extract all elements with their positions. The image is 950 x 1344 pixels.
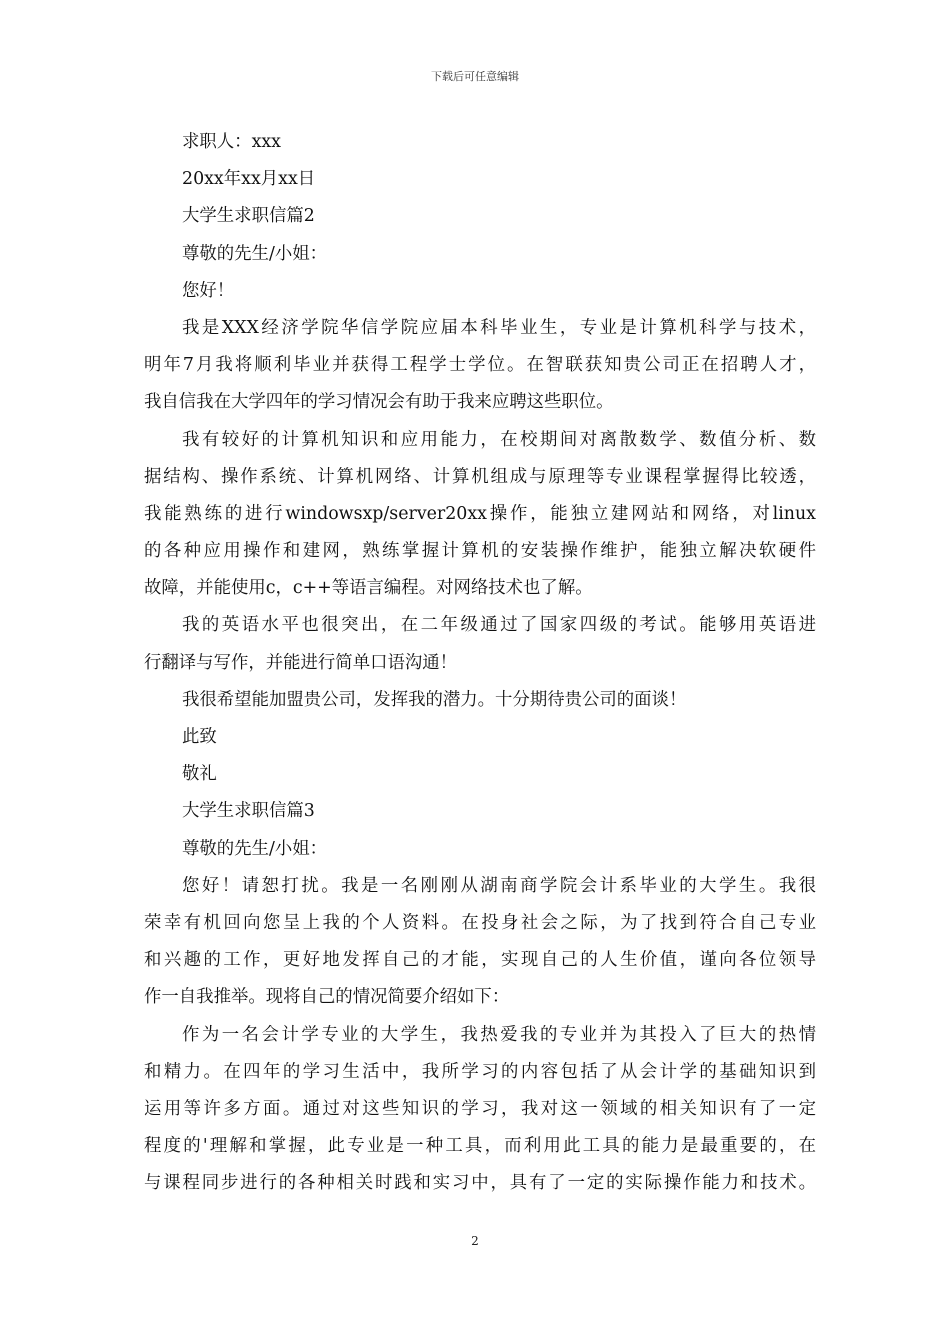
text-line: 据结构、操作系统、计算机网络、计算机组成与原理等专业课程掌握得比较透， xyxy=(144,466,816,487)
text-line: 故障，并能使用c，c++等语言编程。对网络技术也了解。 xyxy=(144,578,593,599)
text-line: 大学生求职信篇2 xyxy=(182,206,315,227)
text-line: 我很希望能加盟贵公司，发挥我的潜力。十分期待贵公司的面谈！ xyxy=(182,689,687,710)
page-number: 2 xyxy=(471,1234,479,1248)
text-line: 和精力。在四年的学习生活中，我所学习的内容包括了从会计学的基础知识到 xyxy=(144,1061,816,1082)
text-line: 程度的'理解和掌握，此专业是一种工具，而利用此工具的能力是最重要的，在 xyxy=(144,1136,816,1157)
page-header: 下载后可任意编辑 xyxy=(431,70,519,83)
text-line: 求职人：xxx xyxy=(182,132,281,152)
text-line: 作为一名会计学专业的大学生，我热爱我的专业并为其投入了巨大的热情 xyxy=(182,1024,816,1045)
text-line: 运用等许多方面。通过对这些知识的学习，我对这一领域的相关知识有了一定 xyxy=(144,1098,816,1119)
text-line: 您好！请恕打扰。我是一名刚刚从湖南商学院会计系毕业的大学生。我很 xyxy=(182,875,816,896)
text-line: 敬礼 xyxy=(182,764,217,785)
text-line: 荣幸有机回向您呈上我的个人资料。在投身社会之际，为了找到符合自己专业 xyxy=(144,912,816,933)
letter-body xyxy=(144,124,816,1202)
text-line: 我的英语水平也很突出，在二年级通过了国家四级的考试。能够用英语进 xyxy=(182,615,816,636)
text-line: 我是XXX经济学院华信学院应届本科毕业生，专业是计算机科学与技术， xyxy=(182,317,816,338)
text-line: 和兴趣的工作，更好地发挥自己的才能，实现自己的人生价值，谨向各位领导 xyxy=(144,950,816,971)
text-line: 您好！ xyxy=(182,280,235,301)
text-line: 行翻译与写作，并能进行简单口语沟通！ xyxy=(144,652,458,673)
text-line: 作一自我推举。现将自己的情况简要介绍如下： xyxy=(144,987,510,1008)
text-line: 20xx年xx月xx日 xyxy=(182,169,316,190)
text-line: 尊敬的先生/小姐： xyxy=(182,838,327,859)
text-line: 我自信我在大学四年的学习情况会有助于我来应聘这些职位。 xyxy=(144,392,614,413)
text-line: 明年7月我将顺利毕业并获得工程学士学位。在智联获知贵公司正在招聘人才， xyxy=(144,355,816,376)
text-line: 大学生求职信篇3 xyxy=(182,801,315,822)
text-line: 我有较好的计算机知识和应用能力，在校期间对离散数学、数值分析、数 xyxy=(182,429,816,450)
text-line: 此致 xyxy=(182,727,217,747)
text-line: 尊敬的先生/小姐： xyxy=(182,243,327,264)
text-line: 的各种应用操作和建网，熟练掌握计算机的安装操作维护，能独立解决软硬件 xyxy=(144,541,816,562)
text-line: 与课程同步进行的各种相关时践和实习中，具有了一定的实际操作能力和技术。 xyxy=(144,1173,816,1194)
text-line: 我能熟练的进行windowsxp/server20xx操作，能独立建网站和网络，对linux xyxy=(144,503,816,524)
